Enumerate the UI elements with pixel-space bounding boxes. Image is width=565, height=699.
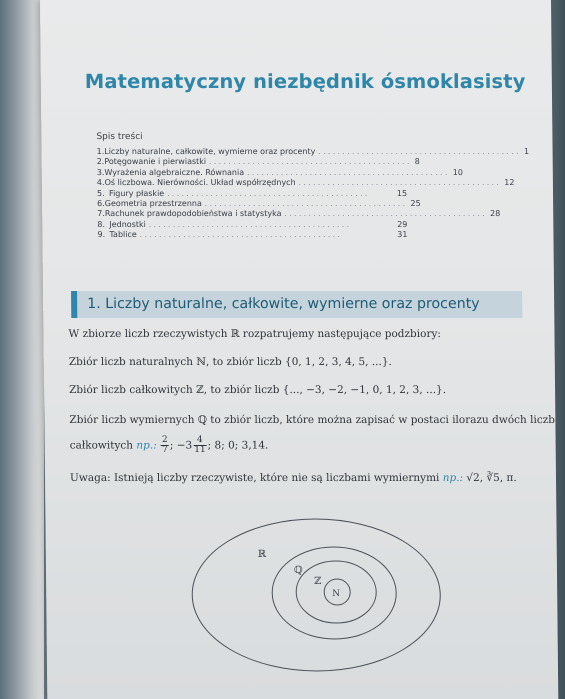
paragraph-intro: W zbiorze liczb rzeczywistych ℝ rozpatrujemy następujące podzbiory: (68, 328, 441, 340)
note-lead: Uwaga: Istnieją liczby rzeczywiste, które nie są liczbami wymiernymi (69, 472, 440, 484)
set-r-ellipse (191, 519, 441, 671)
toc-item-label: Geometria przestrzenna (104, 198, 202, 208)
toc-item (96, 157, 420, 167)
toc-item-number: 6. (97, 198, 105, 208)
fraction-denominator: 11 (194, 445, 206, 455)
toc-item-label: Potęgowanie i pierwiastki (104, 157, 207, 167)
set-r-label: ℝ (257, 549, 267, 560)
document-title: Matematyczny niezbędnik ósmoklasisty (84, 70, 526, 93)
toc-item-label: Rachunek prawdopodobieństwa i statystyka (104, 209, 282, 219)
toc-item-page: 8 (414, 157, 420, 167)
document-page (40, 0, 558, 699)
number-sets-diagram (185, 507, 447, 677)
toc-item-label: Tablice (109, 230, 137, 240)
toc-item-label: Liczby naturalne, całkowite, wymierne oraz procenty (104, 147, 316, 156)
toc-item-page: 28 (490, 209, 501, 219)
toc-item-number: 4. (96, 178, 105, 188)
toc-item-label: Wyrażenia algebraiczne. Równania (104, 167, 245, 177)
example-separator: ; (169, 439, 174, 452)
toc-leader-dots: .......................................... (247, 168, 450, 177)
toc-item (96, 147, 530, 157)
toc-leader-dots: .......................................... (204, 199, 408, 208)
fraction-two-sevenths (161, 436, 169, 455)
table-of-contents (96, 147, 530, 241)
toc-item-page: 10 (452, 167, 463, 177)
toc-item (96, 178, 515, 188)
paragraph-integers: Zbiór liczb całkowitych ℤ, to zbiór liczb {..., −3, −2, −1, 0, 1, 2, 3, ...}. (69, 384, 447, 396)
toc-item-page: 15 (396, 188, 408, 198)
toc-item-page: 25 (410, 198, 421, 208)
toc-item-number: 2. (96, 157, 105, 167)
fraction-numerator: 4 (193, 436, 207, 446)
mixed-number-whole: −3 (176, 439, 193, 452)
toc-leader-dots: .......................................... (139, 231, 343, 240)
toc-item (96, 167, 463, 178)
fraction-numerator: 2 (161, 435, 168, 445)
toc-item-number: 7. (97, 209, 105, 219)
fraction-denominator: 7 (162, 445, 168, 455)
toc-item-number: 9. (97, 230, 106, 240)
toc-leader-dots: .......................................... (298, 179, 502, 188)
toc-item-label: Oś liczbowa. Nierówności. Układ współrzędnych (104, 178, 296, 188)
toc-item (97, 230, 407, 240)
paragraph-rationals: Zbiór liczb wymiernych ℚ to zbiór liczb, które można zapisać w postaci ilorazu dwóch liczb (69, 414, 556, 426)
toc-item-label: Figury płaskie (108, 188, 165, 198)
set-n-label: N (332, 589, 341, 599)
paragraph-natural-numbers: Zbiór liczb naturalnych ℕ, to zbiór liczb {0, 1, 2, 3, 4, 5, ...}. (68, 356, 392, 368)
toc-item-page: 12 (504, 178, 515, 188)
section-title: 1. Liczby naturalne, całkowite, wymierne oraz procenty (87, 296, 480, 312)
set-z-label: ℤ (314, 576, 322, 587)
toc-leader-dots: .......................................... (209, 158, 412, 167)
toc-item (97, 189, 407, 199)
np-label: np.: (136, 439, 157, 452)
toc-item-page: 29 (397, 219, 408, 229)
toc-item-number: 8. (97, 219, 106, 229)
toc-item-number: 5. (96, 188, 105, 198)
toc-item-number: 3. (96, 167, 105, 177)
toc-leader-dots: .......................................... (284, 210, 488, 219)
toc-heading: Spis treści (96, 132, 143, 142)
toc-leader-dots: .......................................... (148, 220, 352, 229)
paragraph-note (70, 472, 530, 484)
np-label: np.: (442, 472, 464, 484)
toc-item-label: Jednostki (109, 219, 146, 229)
toc-leader-dots: .......................................... (167, 189, 370, 198)
toc-item-page: 31 (397, 230, 408, 240)
paragraph-rationals-examples (70, 436, 530, 455)
note-examples: √2, ∛5, π. (466, 472, 517, 484)
fraction-four-elevenths (193, 436, 207, 455)
examples-lead: całkowitych (69, 439, 134, 452)
toc-item (97, 198, 421, 209)
set-q-label: ℚ (293, 565, 303, 576)
toc-leader-dots: .......................................... (318, 148, 522, 156)
toc-item-page: 1 (523, 147, 530, 156)
toc-item (97, 220, 407, 230)
toc-item (97, 209, 501, 219)
toc-item-number: 1. (96, 147, 105, 156)
examples-rest: ; 8; 0; 3,14. (207, 439, 269, 452)
binder-edge-left (0, 0, 44, 699)
